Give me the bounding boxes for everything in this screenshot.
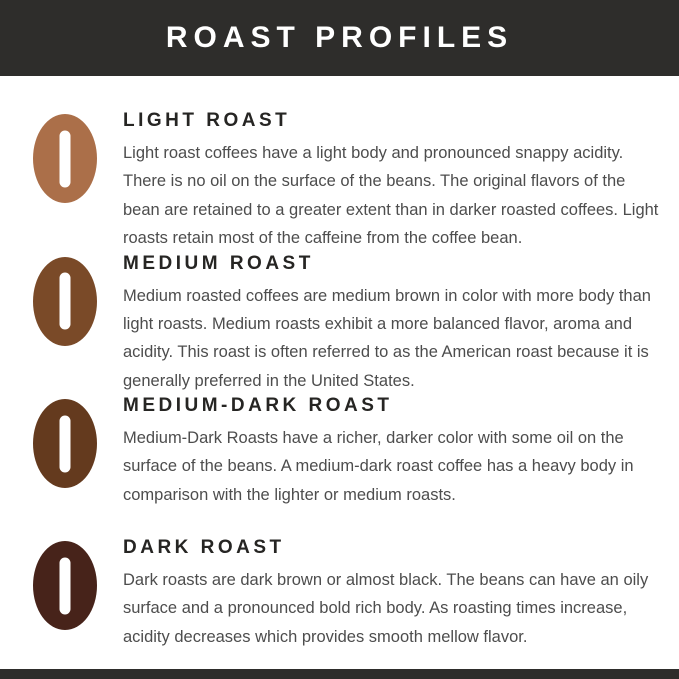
page-title: ROAST PROFILES: [165, 21, 514, 54]
section-light-roast: [33, 110, 663, 253]
bean-wrap: [33, 395, 97, 488]
coffee-bean-icon: [33, 257, 97, 346]
bean-wrap: [33, 537, 97, 630]
bean-slit: [60, 557, 71, 614]
section-text: [123, 253, 663, 396]
roast-description: Dark roasts are dark brown or almost black. The beans can have an oily surface and a pronounced bold rich body. As roasting times increase, acidity decreases which provides smooth mellow flavor.: [123, 571, 649, 646]
section-text: [123, 395, 663, 509]
section-medium-dark-roast: [33, 395, 663, 537]
bean-slit: [60, 273, 71, 330]
coffee-bean-icon: [33, 541, 97, 630]
section-medium-roast: [33, 253, 663, 396]
bean-slit: [60, 130, 71, 187]
roast-description: Light roast coffees have a light body and pronounced snappy acidity. There is no oil on the surface of the beans. The original flavors of the bean are retained to a greater extent than in darker roasted coffees. Light roasts retain most of the caffeine from the coffee bean.: [123, 144, 659, 248]
roast-description: Medium-Dark Roasts have a richer, darker color with some oil on the surface of the beans. A medium-dark roast coffee has a heavy body in comparison with the lighter or medium roasts.: [123, 429, 634, 504]
footer-bar: [0, 669, 679, 679]
bean-wrap: [33, 110, 97, 203]
section-dark-roast: [33, 537, 663, 679]
section-text: [123, 110, 663, 253]
roast-title: MEDIUM ROAST: [123, 252, 314, 274]
roast-description: Medium roasted coffees are medium brown in color with more body than light roasts. Medium roasts exhibit a more balanced flavor, aroma and acidity. This roast is often referred to as the American roast because it is generally preferred in the United States.: [123, 286, 651, 390]
coffee-bean-icon: [33, 114, 97, 203]
roast-title: LIGHT ROAST: [123, 110, 291, 131]
bean-wrap: [33, 253, 97, 346]
content-area: [0, 76, 679, 679]
roast-title: DARK ROAST: [123, 537, 285, 558]
coffee-bean-icon: [33, 399, 97, 488]
roast-title: MEDIUM-DARK ROAST: [123, 395, 393, 416]
bean-slit: [60, 415, 71, 472]
header-bar: [0, 0, 679, 76]
section-text: [123, 537, 663, 651]
